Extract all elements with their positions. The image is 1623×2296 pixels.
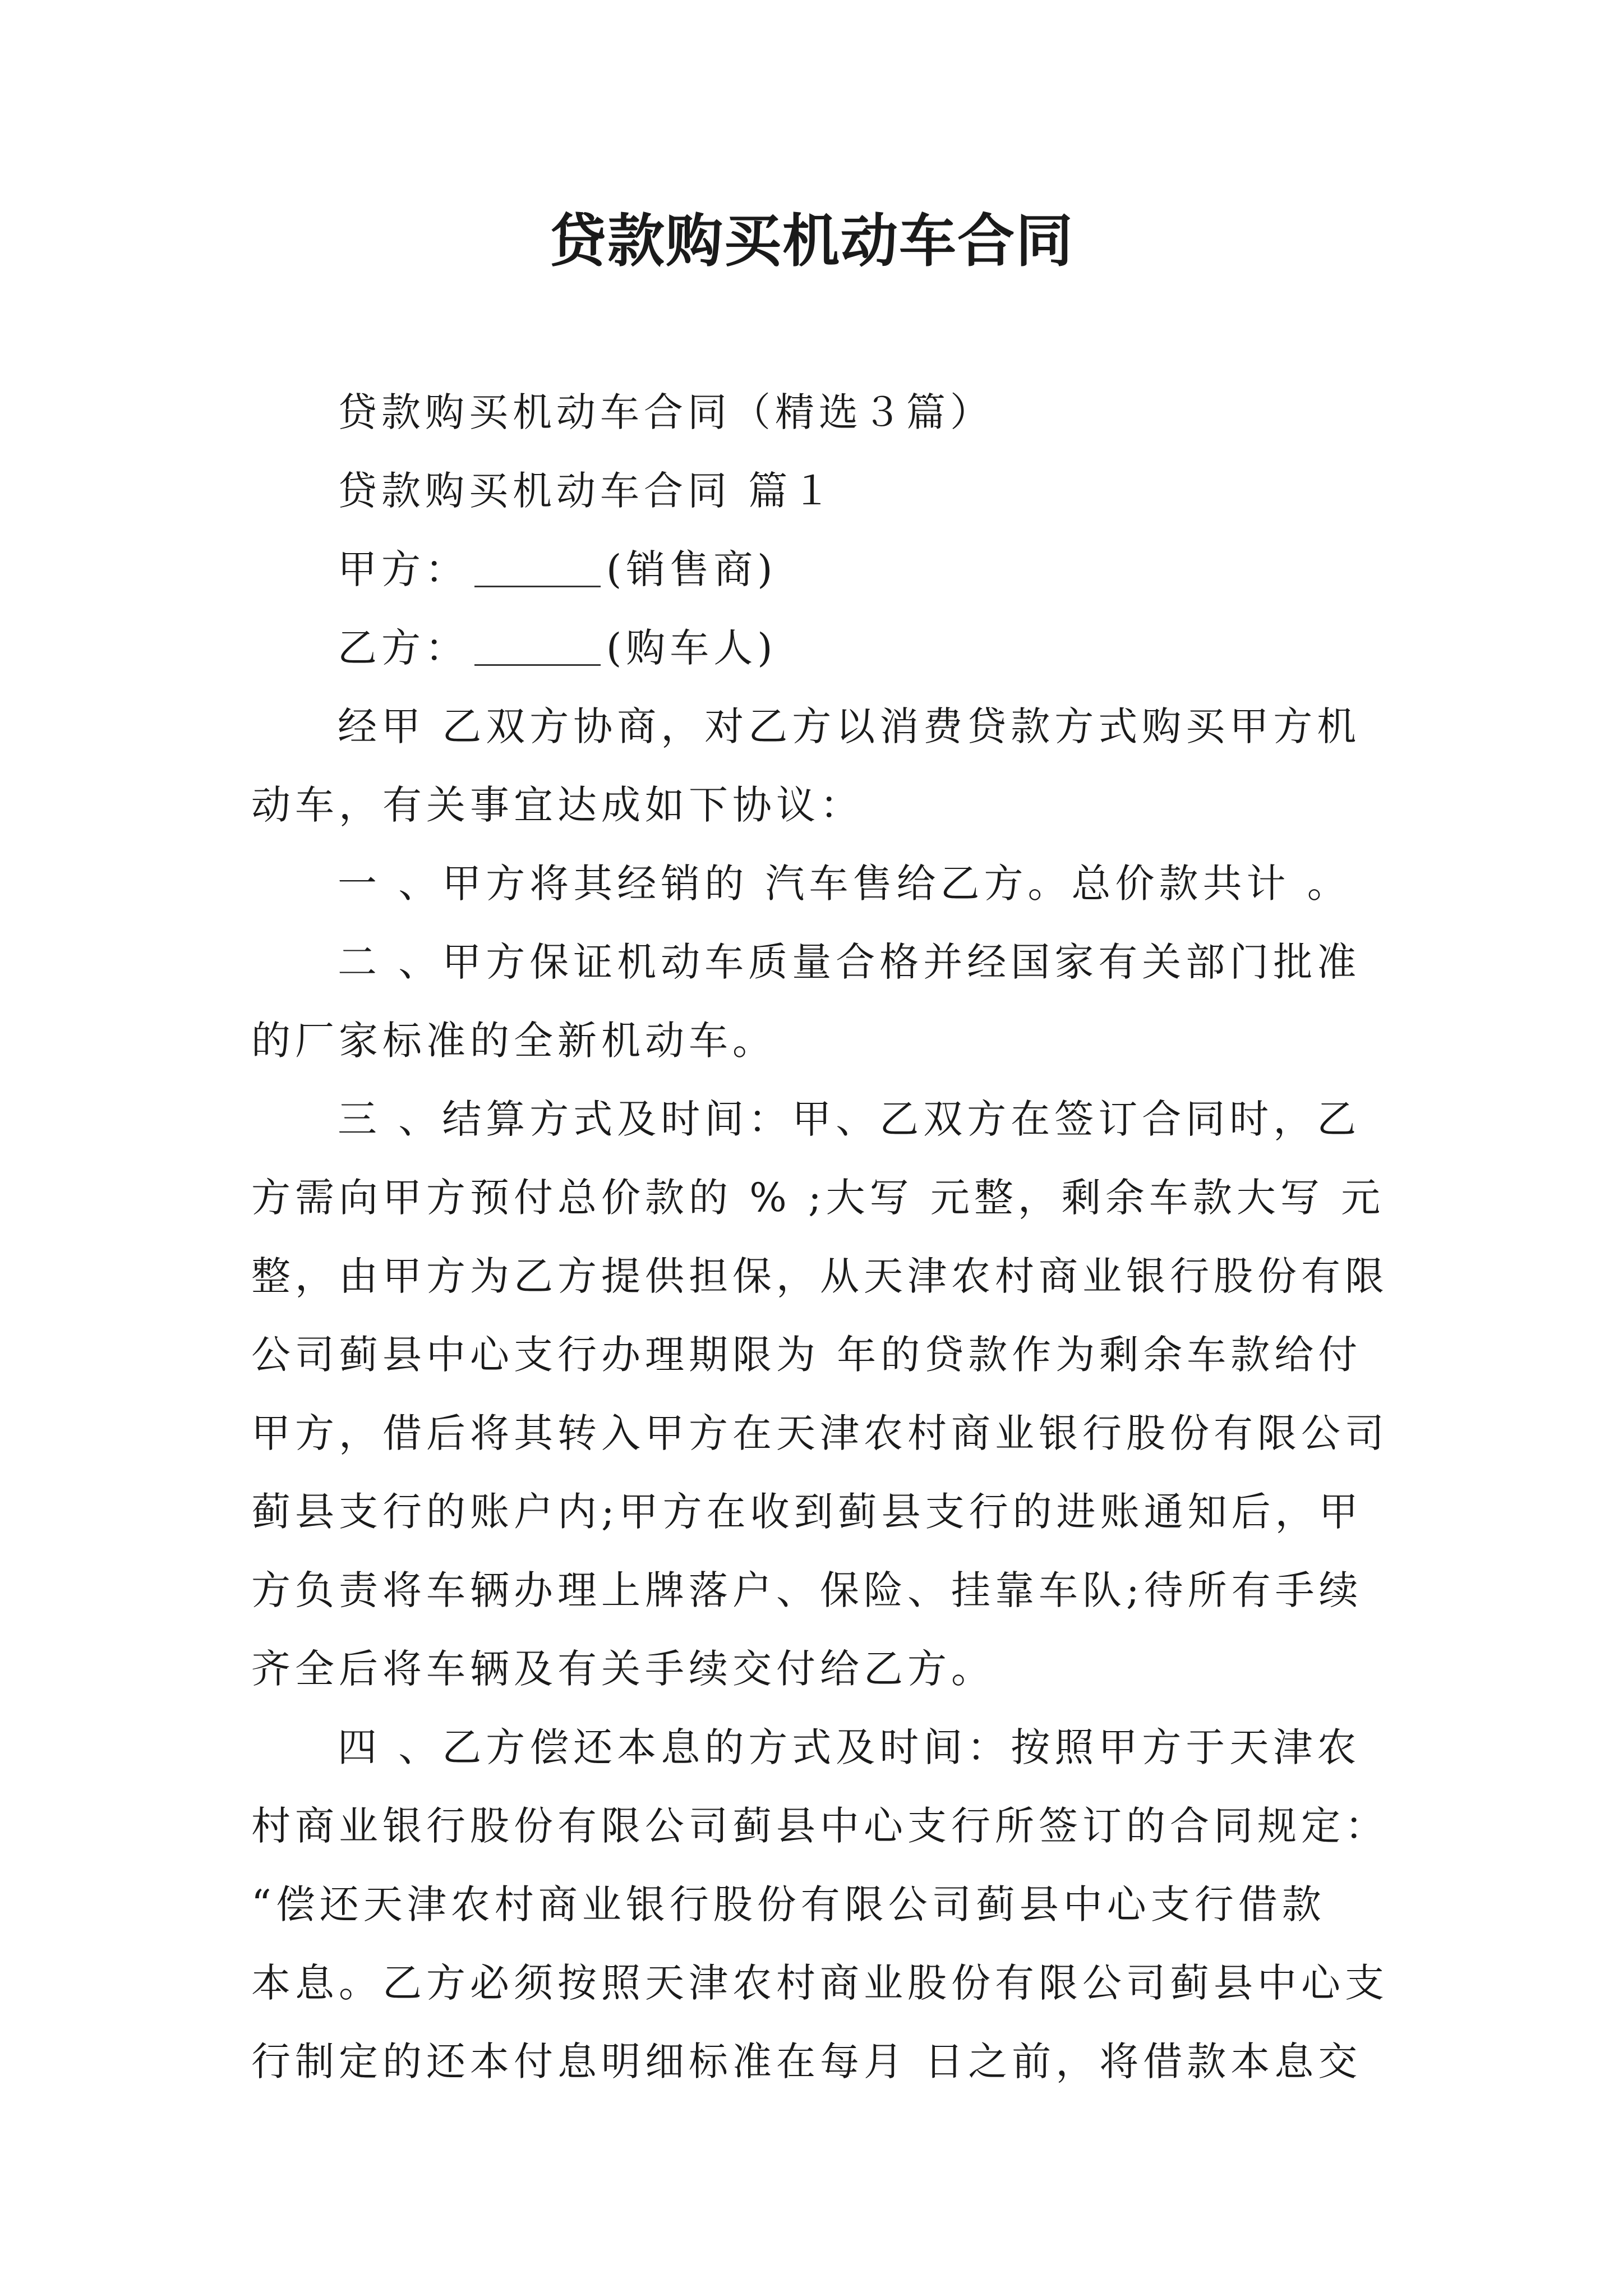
paragraph-line: 甲方，借后将其转入甲方在天津农村商业银行股份有限公司 (251, 1410, 1389, 1456)
party-a-role: (销售商) (606, 546, 777, 592)
document-title: 贷款购买机动车合同 (549, 208, 1074, 275)
paragraph-line: 行制定的还本付息明细标准在每月 日之前，将借款本息交 (251, 2039, 1362, 2085)
contract-subtitle: 贷款购买机动车合同（精选３篇） (338, 389, 994, 435)
paragraph-line: 动车，有关事宜达成如下协议： (251, 782, 864, 828)
contract-section-heading: 贷款购买机动车合同 篇１ (338, 468, 836, 514)
party-b-blank (474, 631, 601, 666)
clause-3: 三 、结算方式及时间：甲、乙双方在签订合同时，乙 (338, 1096, 1361, 1142)
paragraph-line: 方需向甲方预付总价款的 % ;大写 元整，剩余车款大写 元 (251, 1175, 1385, 1221)
party-b-role: (购车人) (606, 625, 777, 671)
paragraph-line: 整，由甲方为乙方提供担保，从天津农村商业银行股份有限 (251, 1253, 1389, 1299)
paragraph-line: “偿还天津农村商业银行股份有限公司蓟县中心支行借款 (251, 1881, 1326, 1927)
clause-4: 四 、乙方偿还本息的方式及时间：按照甲方于天津农 (338, 1724, 1361, 1770)
paragraph-line: 的厂家标准的全新机动车。 (251, 1018, 776, 1064)
party-b-line (251, 609, 1390, 687)
paragraph-line: 本息。乙方必须按照天津农村商业股份有限公司蓟县中心支 (251, 1960, 1389, 2006)
document-body (251, 373, 1390, 2101)
party-a-label: 甲方： (338, 546, 469, 592)
paragraph-line: 村商业银行股份有限公司蓟县中心支行所签订的合同规定： (251, 1803, 1389, 1849)
party-a-line (251, 530, 1390, 609)
paragraph-line: 公司蓟县中心支行办理期限为 年的贷款作为剩余车款给付 (251, 1332, 1362, 1378)
paragraph-line: 经甲 乙双方协商，对乙方以消费贷款方式购买甲方机 (338, 703, 1361, 749)
paragraph-line: 齐全后将车辆及有关手续交付给乙方。 (251, 1646, 995, 1692)
clause-1: 一 、甲方将其经销的 汽车售给乙方。总价款共计 。 (338, 861, 1351, 907)
clause-2: 二 、甲方保证机动车质量合格并经国家有关部门批准 (338, 939, 1361, 985)
party-b-label: 乙方： (338, 625, 469, 671)
paragraph-line: 方负责将车辆办理上牌落户、保险、挂靠车队;待所有手续 (251, 1567, 1363, 1613)
party-a-blank (474, 552, 601, 587)
paragraph-line: 蓟县支行的账户内;甲方在收到蓟县支行的进账通知后，甲 (251, 1489, 1363, 1535)
